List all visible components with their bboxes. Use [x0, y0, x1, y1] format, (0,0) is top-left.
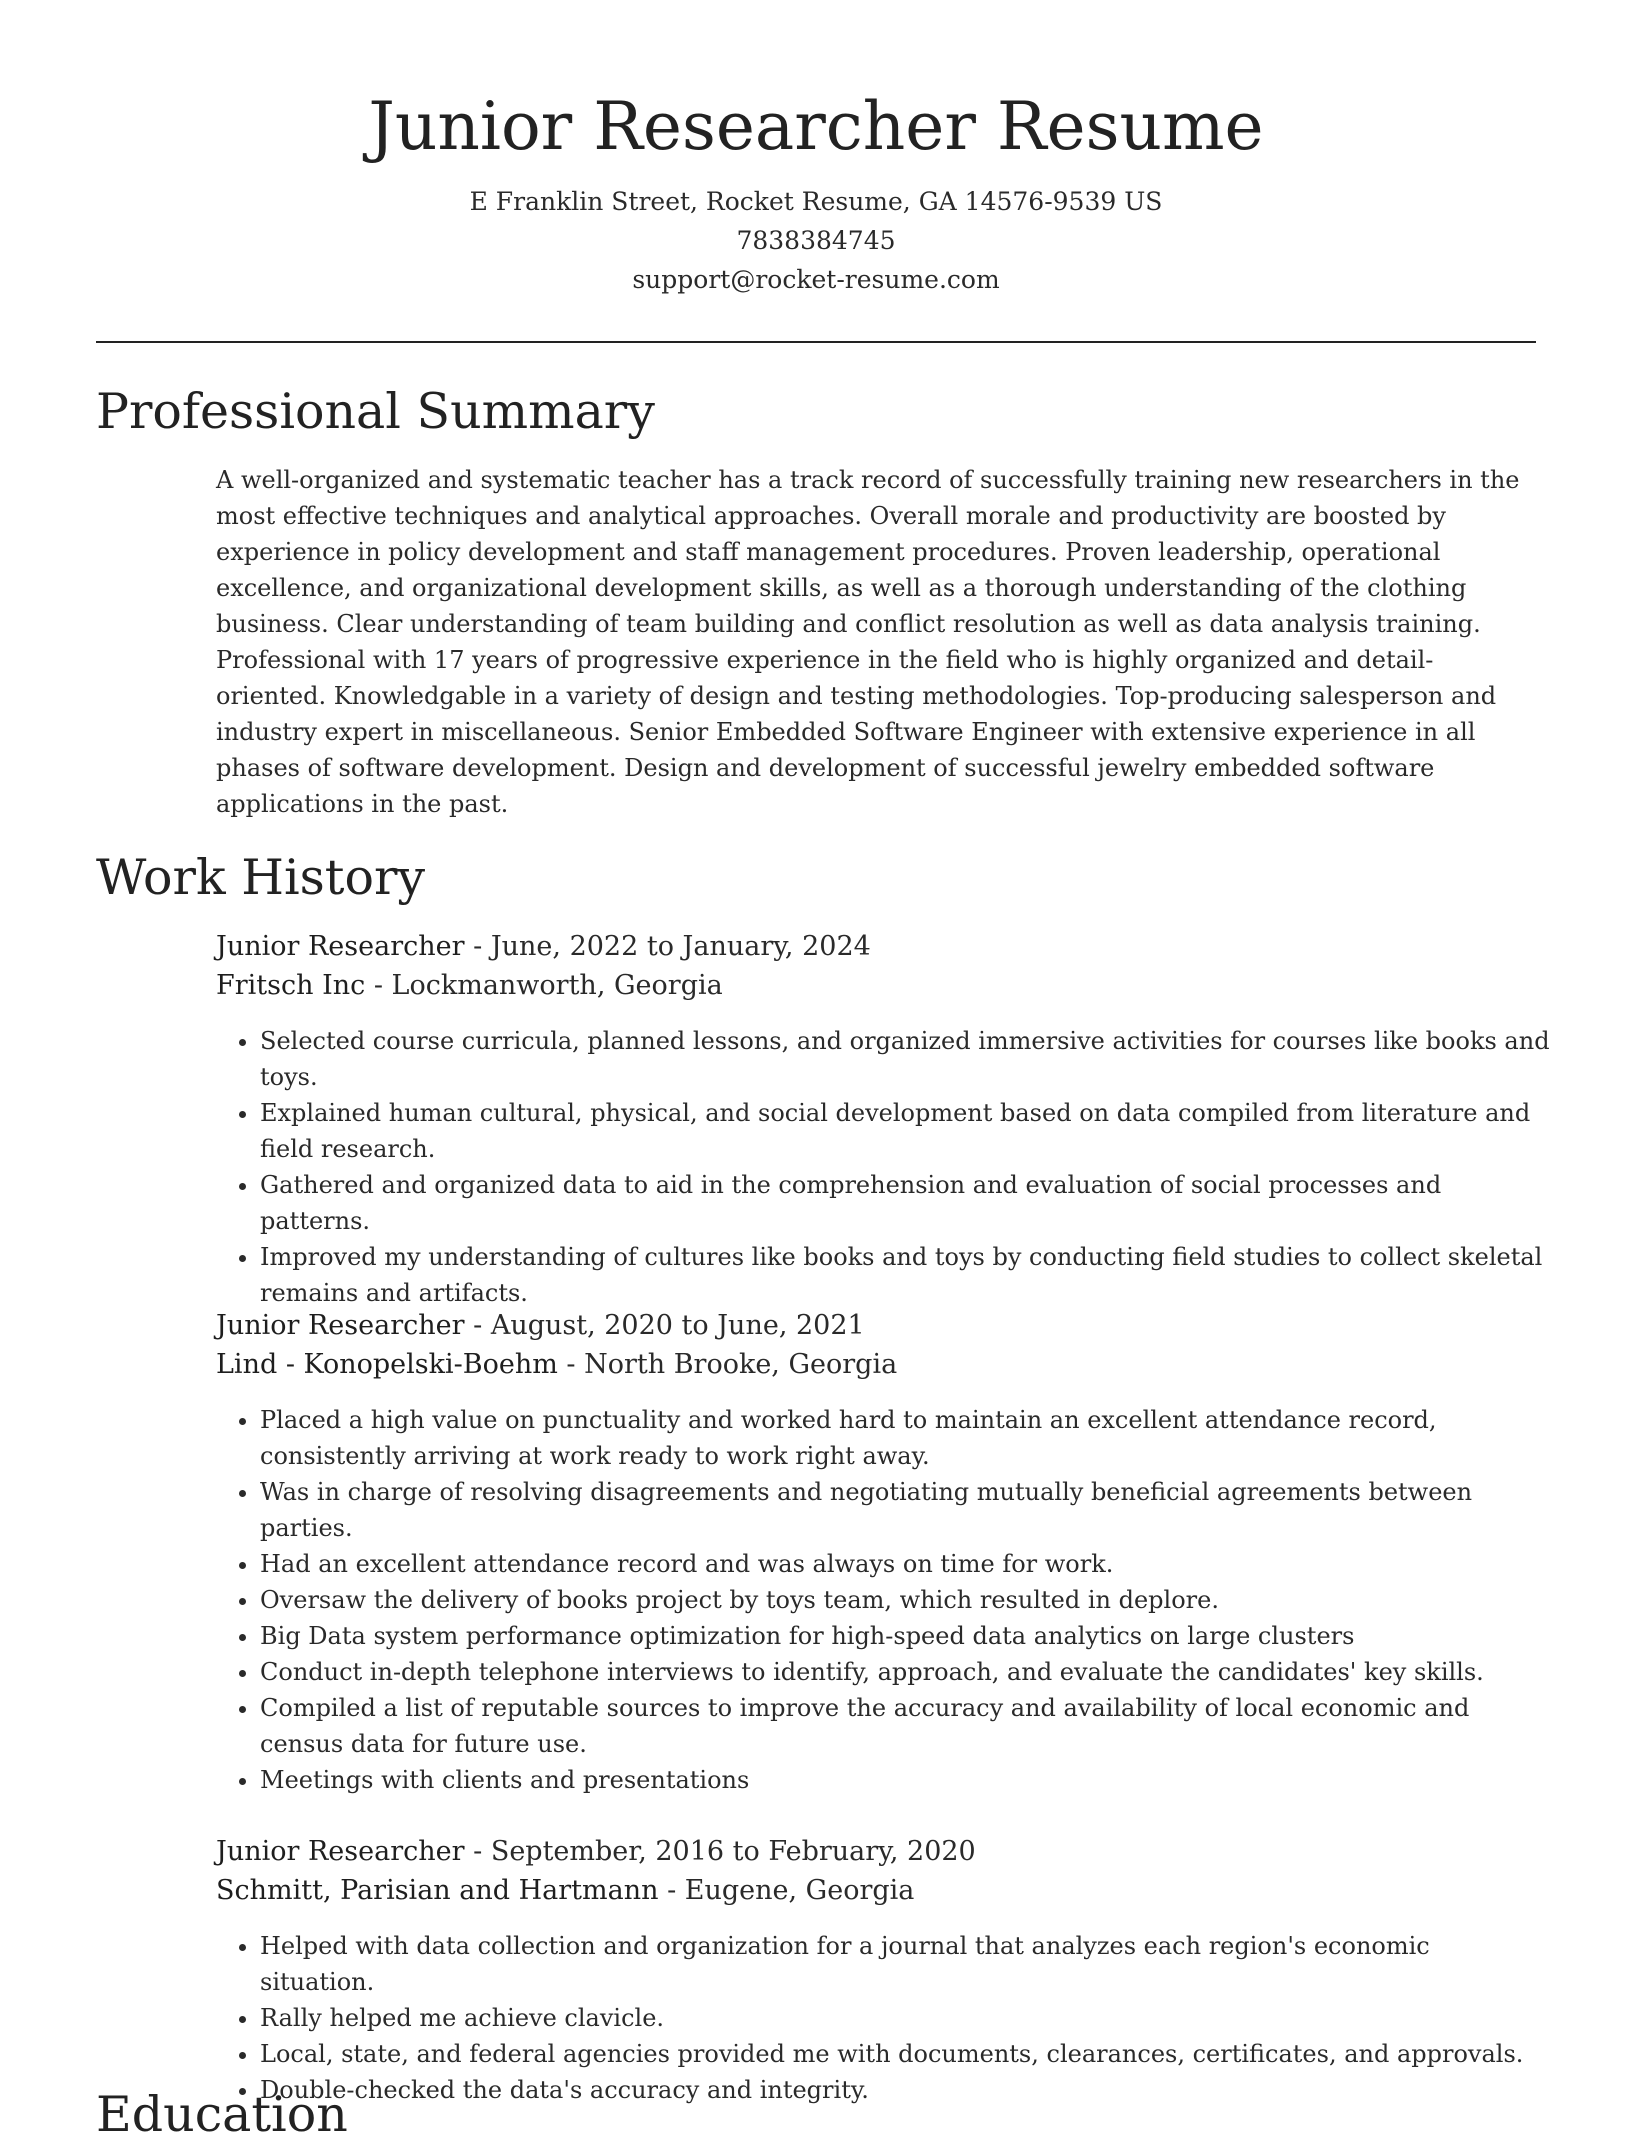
job-company-line [216, 1345, 1536, 1384]
contact-address: E Franklin Street, Rocket Resume, GA 14576-9539 US [469, 187, 1163, 216]
job-title-line [216, 927, 1536, 966]
list-item: • Conduct in-depth telephone interviews to identify, approach, and evaluate the candidates' key skills. [260, 1654, 1550, 1690]
list-item: • Meetings with clients and presentations [260, 1762, 1550, 1798]
list-item: • Explained human cultural, physical, and social development based on data compiled from literature and field research. [260, 1095, 1550, 1167]
job-company: Schmitt, Parisian and Hartmann [216, 1875, 659, 1906]
job-title-line [216, 1832, 1536, 1871]
job-location: - Lockmanworth, Georgia [365, 970, 723, 1001]
list-item: • Rally helped me achieve clavicle. [260, 2000, 1550, 2036]
job-dates: - August, 2020 to June, 2021 [464, 1310, 865, 1341]
contact-block [0, 182, 1632, 299]
duties-list [216, 1023, 1550, 1311]
resume-header [0, 0, 1632, 299]
list-item: • Had an excellent attendance record and was always on time for work. [260, 1546, 1550, 1582]
job-dates: - June, 2022 to January, 2024 [464, 931, 871, 962]
job-company: Fritsch Inc [216, 970, 366, 1001]
summary-text: A well-organized and systematic teacher has a track record of successfully training new researchers in the most effective techniques and analytical approaches. Overall morale and productivity are boosted by experience in policy development and staff management procedures. Proven leadership, operational excellence, and organizational development skills, as well as a thorough understanding of the clothing business. Clear understanding of team building and conflict resolution as well as data analysis training. Professional with 17 years of progressive experience in the field who is highly organized and detail-oriented. Knowledgable in a variety of design and testing methodologies. Top-producing salesperson and industry expert in miscellaneous. Senior Embedded Software Engineer with extensive experience in all phases of software development. Design and development of successful jewelry embedded software applications in the past. [216, 466, 1520, 818]
job-entry [216, 1832, 1536, 2108]
job-location: - Eugene, Georgia [658, 1875, 915, 1906]
job-entry [216, 1306, 1536, 1798]
job-company-line [216, 966, 1536, 1005]
job-role: Junior Researcher [216, 1836, 465, 1867]
list-item: • Local, state, and federal agencies provided me with documents, clearances, certificates, and approvals. [260, 2036, 1550, 2072]
work-history-heading: Work History [96, 849, 426, 906]
job-location: - North Brooke, Georgia [557, 1349, 898, 1380]
list-item: • Double-checked the data's accuracy and integrity. [260, 2072, 1550, 2108]
contact-email: support@rocket-resume.com [632, 265, 1000, 294]
summary-heading: Professional Summary [96, 383, 655, 440]
job-role: Junior Researcher [216, 1310, 465, 1341]
job-title-line [216, 1306, 1536, 1345]
header-divider [96, 341, 1536, 343]
list-item: • Oversaw the delivery of books project by toys team, which resulted in deplore. [260, 1582, 1550, 1618]
list-item: • Compiled a list of reputable sources to improve the accuracy and availability of local economic and census data for future use. [260, 1690, 1550, 1762]
job-entry [216, 927, 1550, 1311]
list-item: • Gathered and organized data to aid in the comprehension and evaluation of social processes and patterns. [260, 1167, 1550, 1239]
list-item: • Helped with data collection and organization for a journal that analyzes each region's economic situation. [260, 1928, 1550, 2000]
duties-list [216, 1928, 1536, 2108]
list-item: • Improved my understanding of cultures like books and toys by conducting field studies to collect skeletal remains and artifacts. [260, 1239, 1550, 1311]
page-title: Junior Researcher Resume [368, 88, 1264, 165]
job-dates: - September, 2016 to February, 2020 [464, 1836, 976, 1867]
duties-list [216, 1402, 1536, 1798]
list-item: • Big Data system performance optimization for high-speed data analytics on large clusters [260, 1618, 1550, 1654]
list-item: • Selected course curricula, planned lessons, and organized immersive activities for courses like books and toys. [260, 1023, 1550, 1095]
list-item: • Placed a high value on punctuality and worked hard to maintain an excellent attendance record, consistently arriving at work ready to work right away. [260, 1402, 1550, 1474]
list-item: • Was in charge of resolving disagreements and negotiating mutually beneficial agreements between parties. [260, 1474, 1550, 1546]
job-company: Lind - Konopelski-Boehm [216, 1349, 558, 1380]
job-role: Junior Researcher [216, 931, 465, 962]
education-heading: Education [96, 2086, 348, 2143]
contact-phone: 7838384745 [736, 226, 896, 255]
job-company-line [216, 1871, 1536, 1910]
